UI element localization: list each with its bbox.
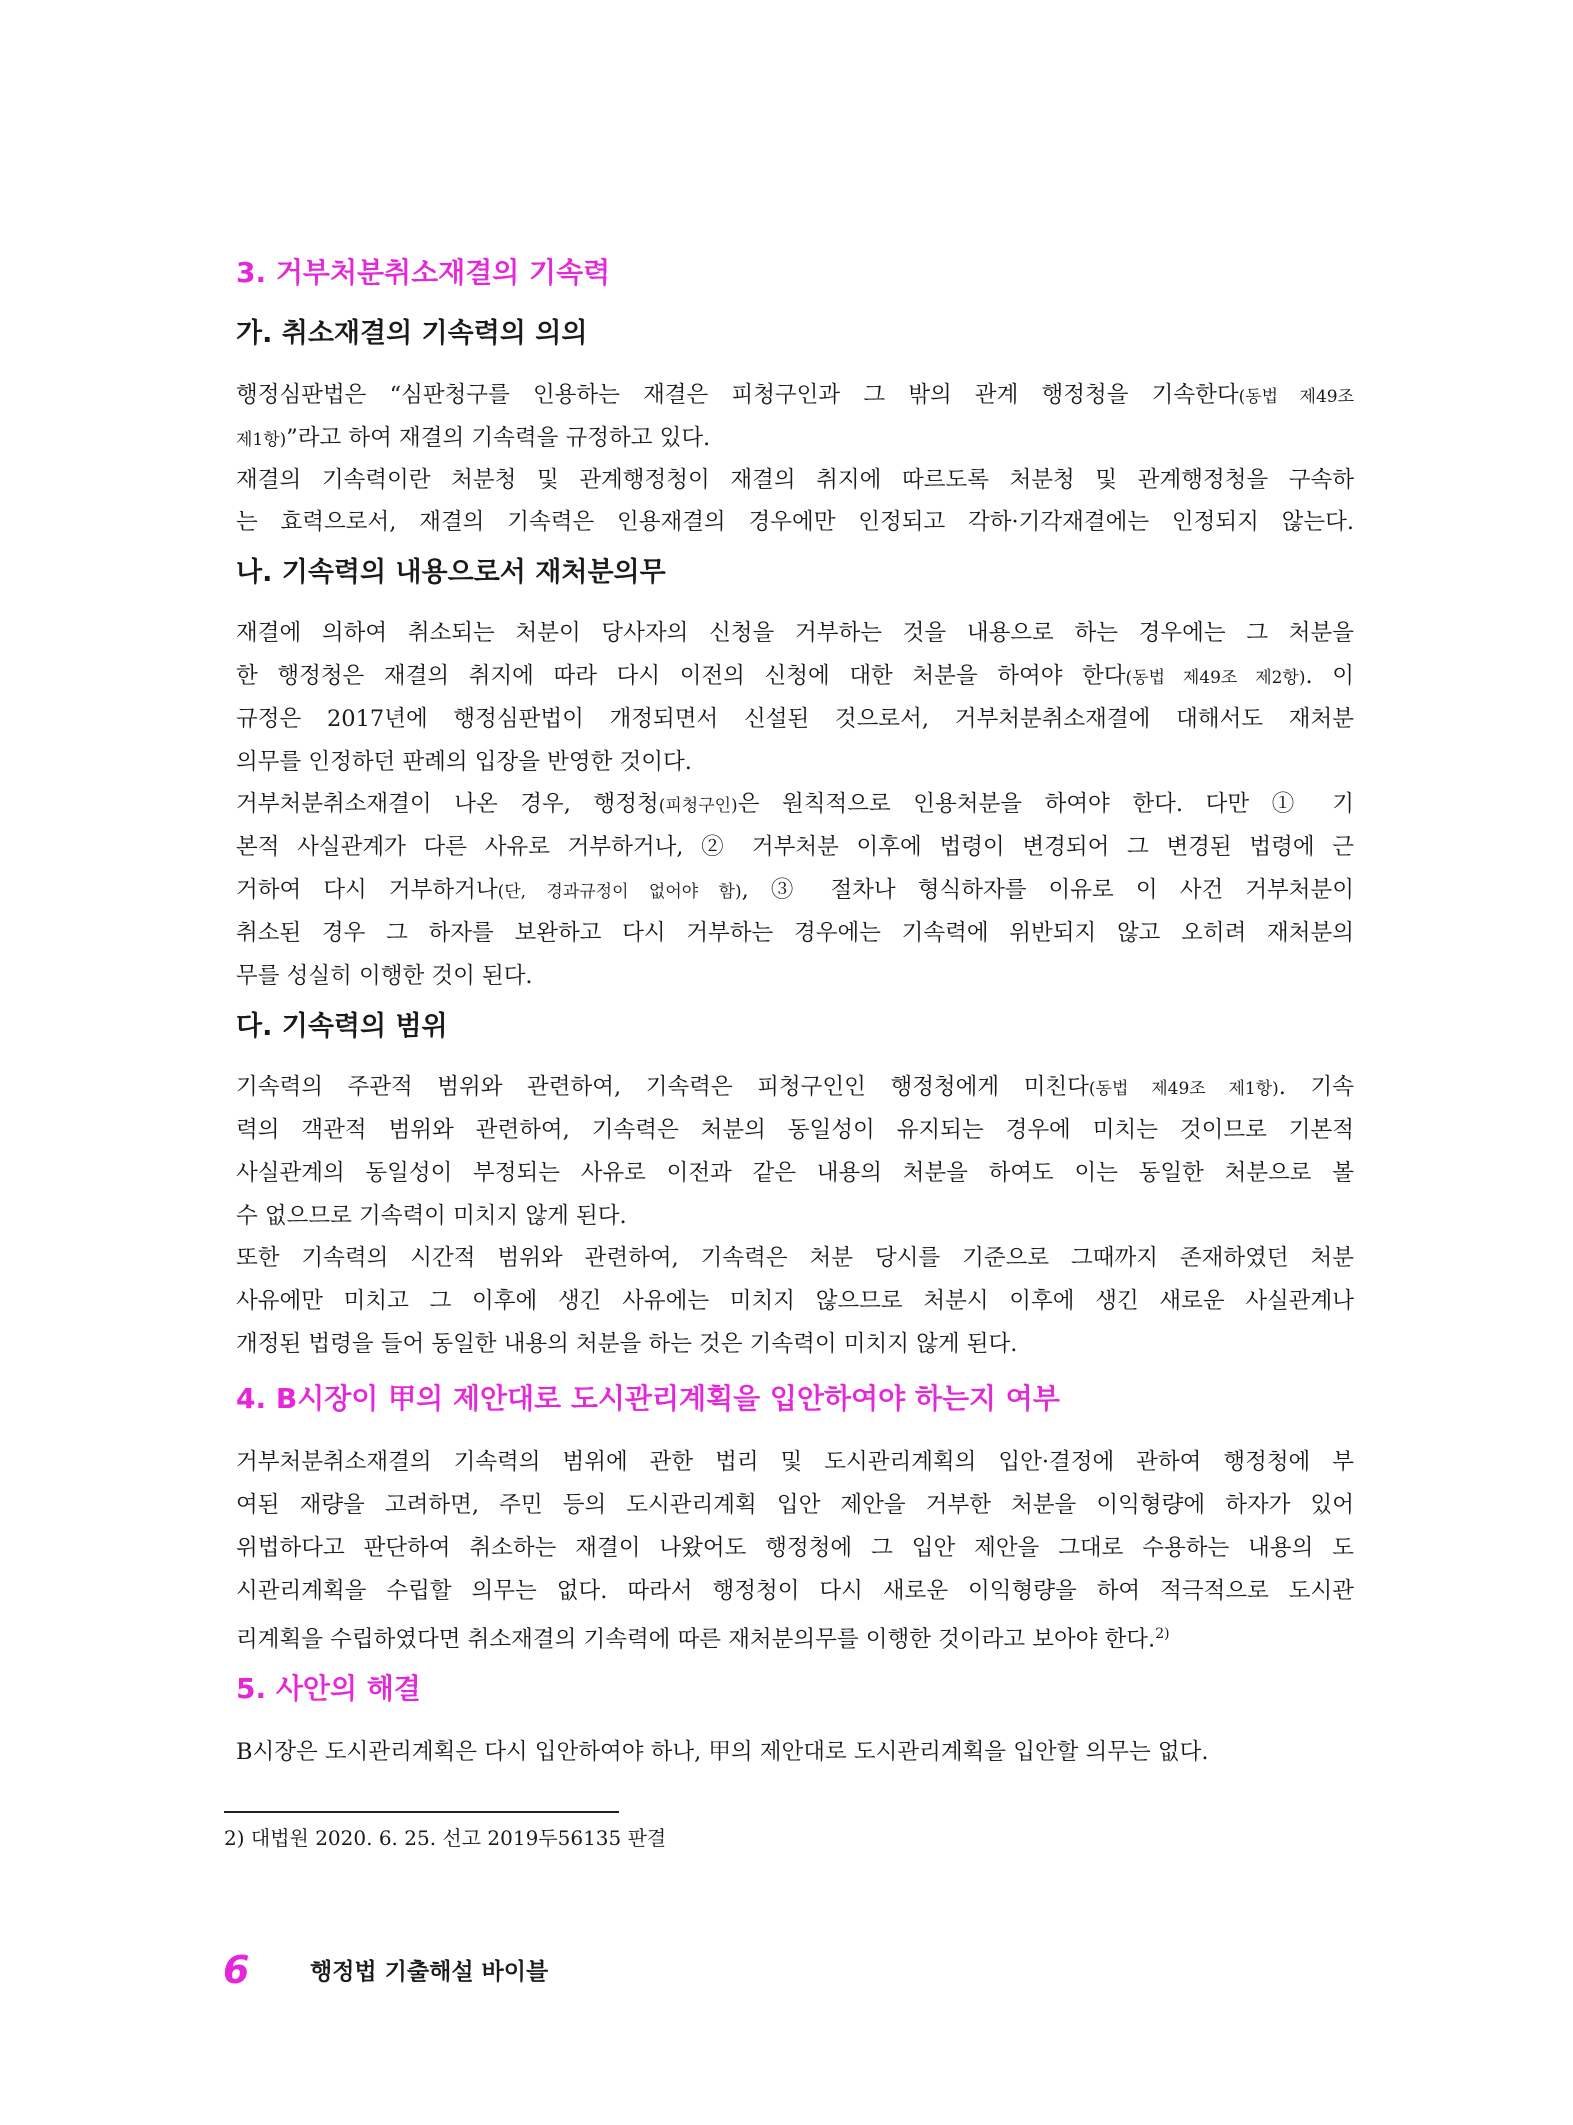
paragraph-line: 행정심판법은 “심판청구를 인용하는 재결은 피청구인과 그 밖의 관계 행정청을 기속한다(동법 제49조 xyxy=(236,382,1354,408)
paragraph-line: 리계획을 수립하였다면 취소재결의 기속력에 따른 재처분의무를 이행한 것이라고 보아야 한다.$^{2)}$ xyxy=(236,1626,1170,1653)
subsection-da-heading: 다. 기속력의 범위 xyxy=(236,1011,448,1042)
footnote-reference: 2) xyxy=(1155,1626,1170,1642)
paragraph-line: 무를 성실히 이행한 것이 된다. xyxy=(236,963,533,989)
subsection-ga-heading: 가. 취소재결의 기속력의 의의 xyxy=(236,318,588,349)
paragraph-line: 시관리계획을 수립할 의무는 없다. 따라서 행정청이 다시 새로운 이익형량을 하여 적극적으로 도시관 xyxy=(236,1578,1354,1604)
section-3-heading: 3. 거부처분취소재결의 기속력 xyxy=(236,256,611,289)
book-title: 행정법 기출해설 바이블 xyxy=(310,1959,549,1985)
paragraph-line: 력의 객관적 범위와 관련하여, 기속력은 처분의 동일성이 유지되는 경우에 미치는 것이므로 기본적 xyxy=(236,1117,1354,1143)
paragraph-line: 재결에 의하여 취소되는 처분이 당사자의 신청을 거부하는 것을 내용으로 하는 경우에는 그 처분을 xyxy=(236,620,1354,646)
footnote-divider xyxy=(224,1811,619,1813)
paragraph-line: 여된 재량을 고려하면, 주민 등의 도시관리계획 입안 제안을 거부한 처분을 이익형량에 하자가 있어 xyxy=(236,1492,1354,1518)
section-4-heading: 4. B시장이 甲의 제안대로 도시관리계획을 입안하여야 하는지 여부 xyxy=(236,1382,1060,1415)
section-5-heading: 5. 사안의 해결 xyxy=(236,1672,421,1705)
paragraph-line: 기속력의 주관적 범위와 관련하여, 기속력은 피청구인인 행정청에게 미친다(동법 제49조 제1항). 기속 xyxy=(236,1074,1354,1100)
paragraph-line: B시장은 도시관리계획은 다시 입안하여야 하나, 甲의 제안대로 도시관리계획을 입안할 의무는 없다. xyxy=(236,1739,1209,1765)
subsection-na-heading: 나. 기속력의 내용으로서 재처분의무 xyxy=(236,557,666,588)
paragraph-line: 위법하다고 판단하여 취소하는 재결이 나왔어도 행정청에 그 입안 제안을 그대로 수용하는 내용의 도 xyxy=(236,1535,1354,1561)
paragraph-line: 규정은 2017년에 행정심판법이 개정되면서 신설된 것으로서, 거부처분취소재결에 대해서도 재처분 xyxy=(236,706,1354,732)
page-number: 6 xyxy=(223,1948,250,1992)
paragraph-line: 의무를 인정하던 판례의 입장을 반영한 것이다. xyxy=(236,749,692,775)
paragraph-line: 수 없으므로 기속력이 미치지 않게 된다. xyxy=(236,1203,627,1229)
paragraph-line: 취소된 경우 그 하자를 보완하고 다시 거부하는 경우에는 기속력에 위반되지 않고 오히려 재처분의 xyxy=(236,920,1354,946)
paragraph-line: 사유에만 미치고 그 이후에 생긴 사유에는 미치지 않으므로 처분시 이후에 생긴 새로운 사실관계나 xyxy=(236,1288,1354,1314)
paragraph-line: 본적 사실관계가 다른 사유로 거부하거나, ② 거부처분 이후에 법령이 변경되어 그 변경된 법령에 근 xyxy=(236,834,1354,860)
paragraph-line: 제1항)”라고 하여 재결의 기속력을 규정하고 있다. xyxy=(236,425,711,451)
paragraph-line: 또한 기속력의 시간적 범위와 관련하여, 기속력은 처분 당시를 기준으로 그때까지 존재하였던 처분 xyxy=(236,1245,1354,1271)
paragraph-line: 재결의 기속력이란 처분청 및 관계행정청이 재결의 취지에 따르도록 처분청 및 관계행정청을 구속하 xyxy=(236,467,1354,493)
paragraph-line: 는 효력으로서, 재결의 기속력은 인용재결의 경우에만 인정되고 각하·기각재결에는 인정되지 않는다. xyxy=(236,509,1354,535)
paragraph-line: 거부처분취소재결의 기속력의 범위에 관한 법리 및 도시관리계획의 입안·결정에 관하여 행정청에 부 xyxy=(236,1449,1354,1475)
paragraph-line: 개정된 법령을 들어 동일한 내용의 처분을 하는 것은 기속력이 미치지 않게 된다. xyxy=(236,1331,1018,1357)
paragraph-line: 사실관계의 동일성이 부정되는 사유로 이전과 같은 내용의 처분을 하여도 이는 동일한 처분으로 볼 xyxy=(236,1160,1354,1186)
footnote: 2) 대법원 2020. 6. 25. 선고 2019두56135 판결 xyxy=(224,1826,667,1850)
paragraph-line: 한 행정청은 재결의 취지에 따라 다시 이전의 신청에 대한 처분을 하여야 한다(동법 제49조 제2항). 이 xyxy=(236,663,1354,689)
paragraph-line: 거부처분취소재결이 나온 경우, 행정청(피청구인)은 원칙적으로 인용처분을 하여야 한다. 다만 ① 기 xyxy=(236,791,1354,817)
paragraph-line: 거하여 다시 거부하거나(단, 경과규정이 없어야 함), ③ 절차나 형식하자를 이유로 이 사건 거부처분이 xyxy=(236,877,1354,903)
